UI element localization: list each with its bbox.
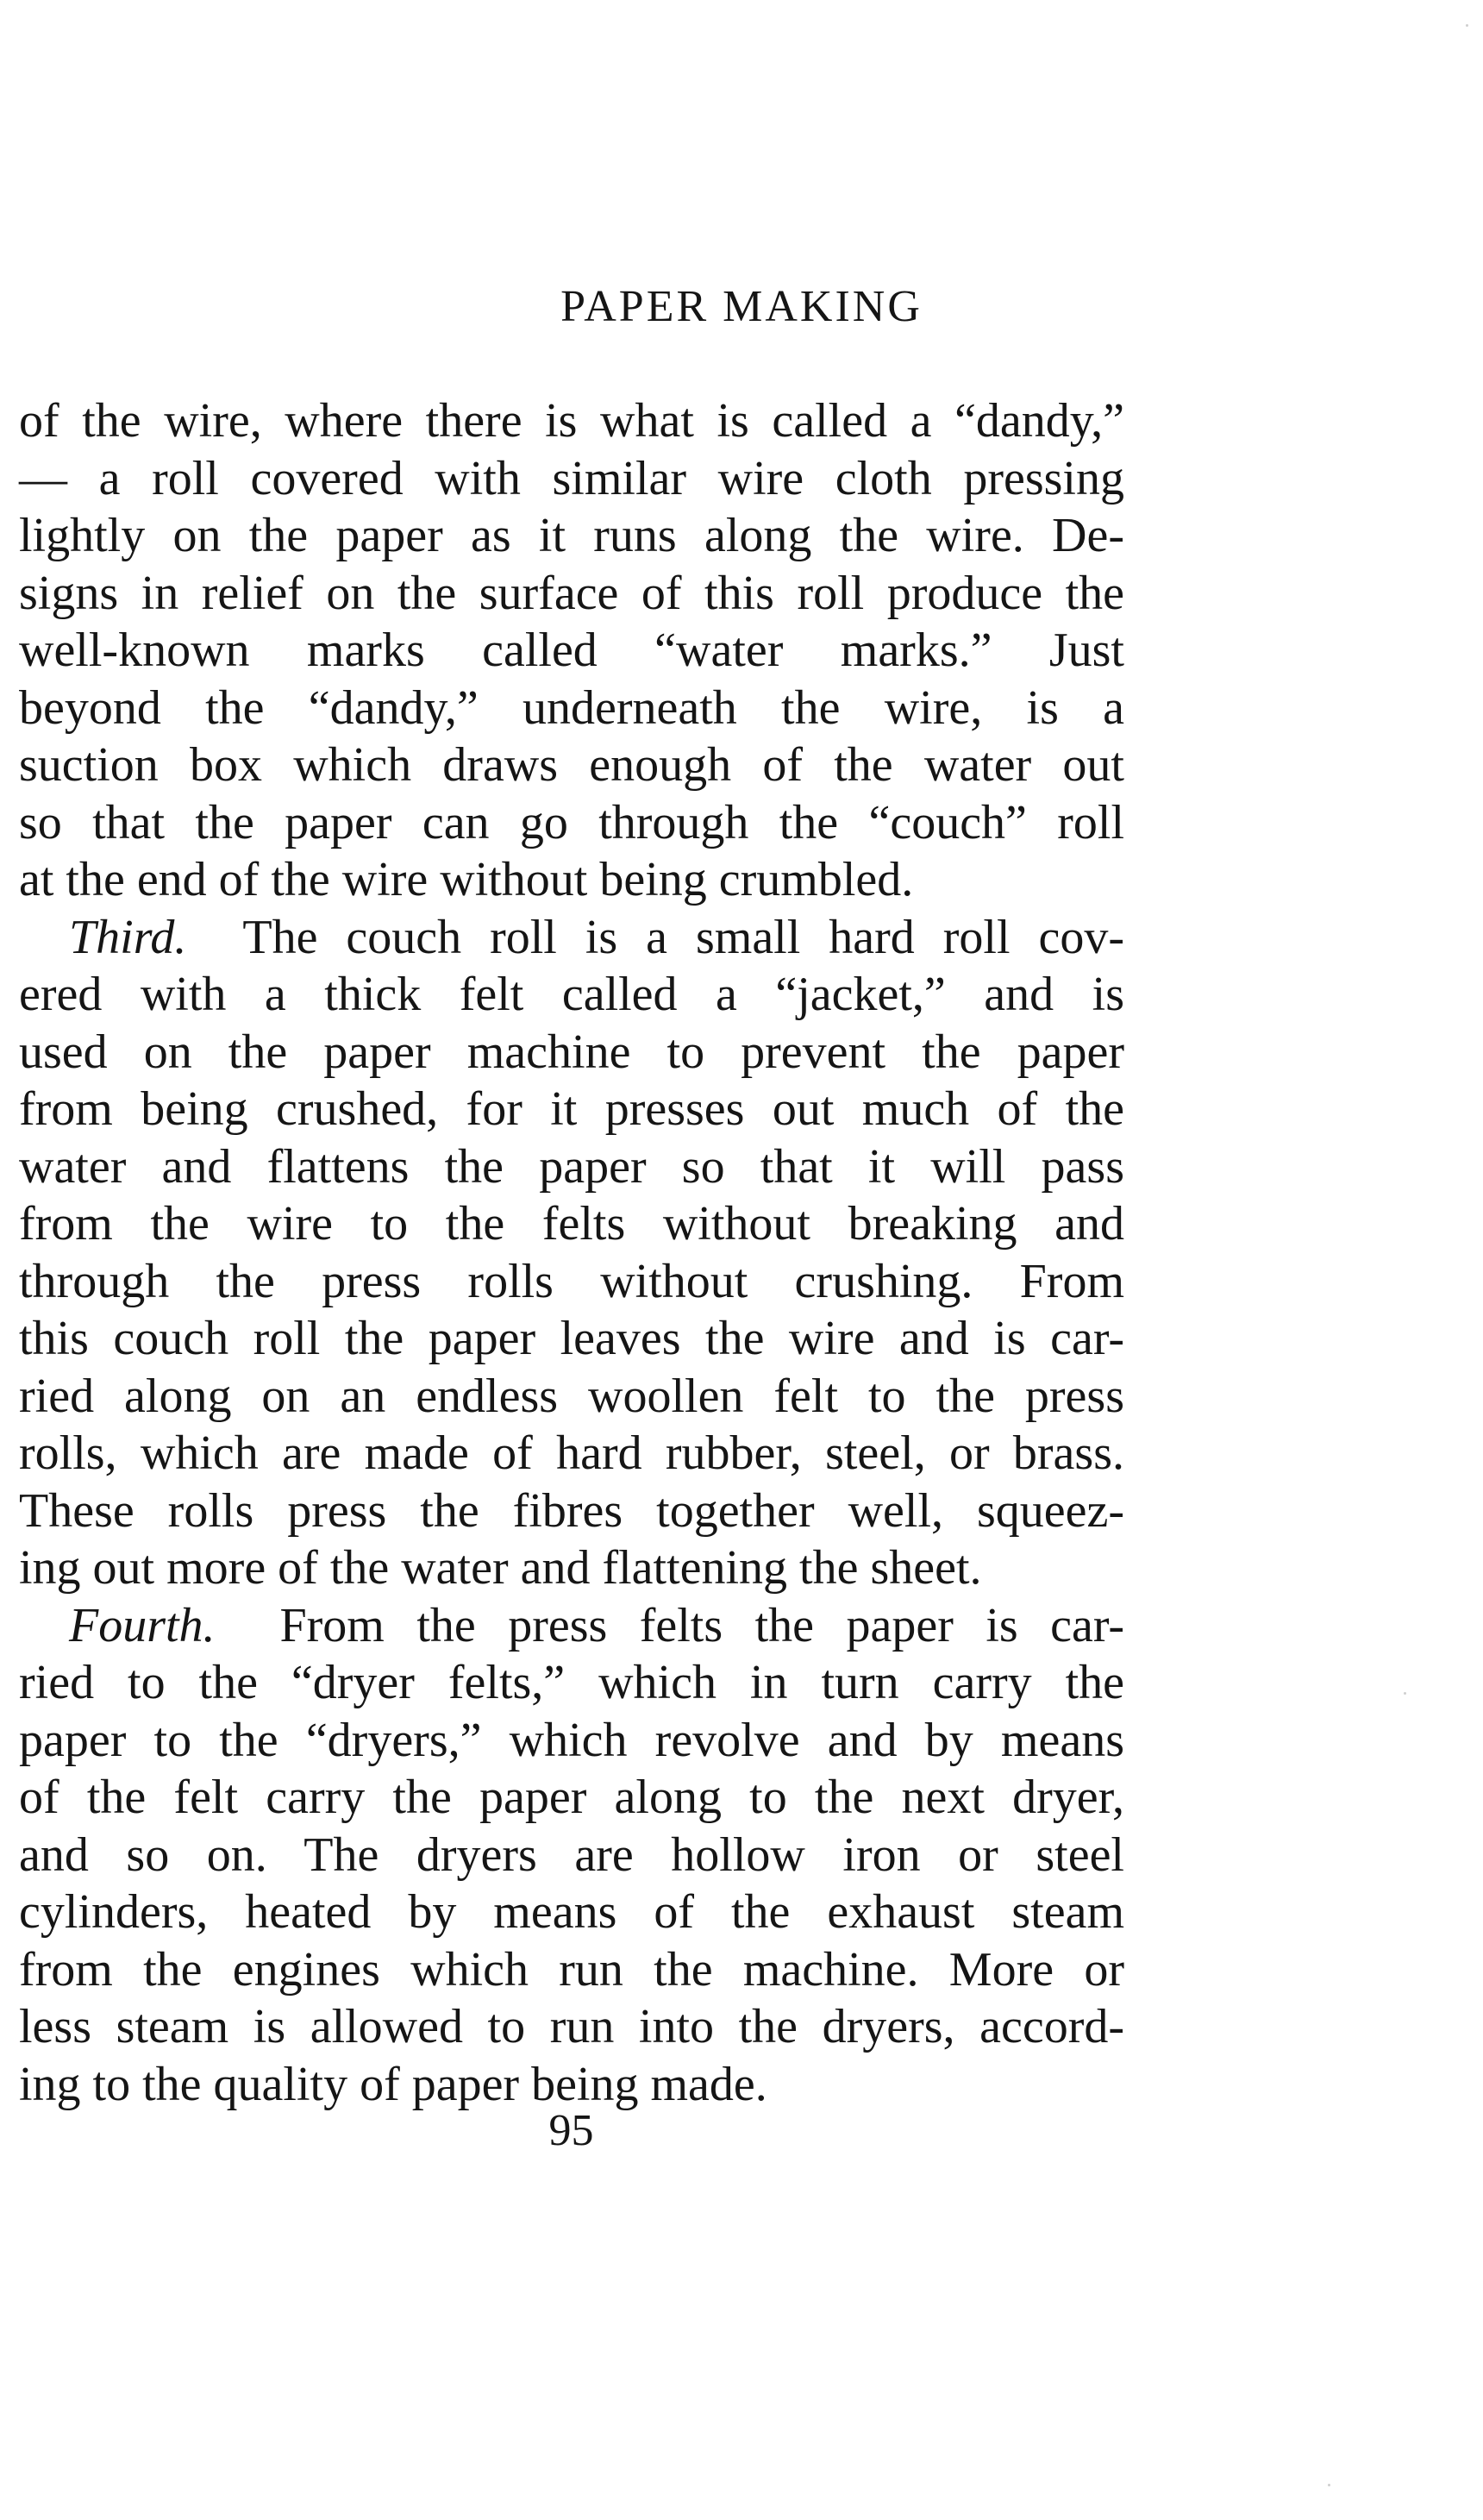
text-line: ing to the quality of paper being made.	[19, 2057, 767, 2111]
text-line: through the press rolls without crushing. From	[19, 1254, 1124, 1308]
text-line: this couch roll the paper leaves the wire and is car-	[19, 1312, 1124, 1365]
text-line: rolls, which are made of hard rubber, steel, or brass.	[19, 1426, 1124, 1480]
paragraph-start-line	[19, 909, 1124, 967]
paper-speck	[1466, 24, 1468, 27]
page-number: 95	[548, 2106, 594, 2155]
text-line: water and flattens the paper so that it will pass	[19, 1139, 1124, 1194]
text-line: used on the paper machine to prevent the paper	[19, 1025, 1124, 1079]
text-line-tail: From the press felts the paper is car-	[279, 1598, 1125, 1652]
text-line: ried along on an endless woollen felt to the press	[19, 1369, 1124, 1423]
text-line: so that the paper can go through the “couch” roll	[19, 795, 1124, 849]
paper-speck	[1404, 1692, 1406, 1695]
text-line: from the wire to the felts without breaking and	[19, 1197, 1124, 1251]
text-line: less steam is allowed to run into the dryers, accord-	[19, 2000, 1124, 2053]
text-line: from the engines which run the machine. More or	[19, 1942, 1124, 1997]
run-in-heading-third: Third.	[69, 910, 187, 964]
text-line: — a roll covered with similar wire cloth pressing	[19, 451, 1124, 505]
paragraph-start-line	[19, 1597, 1124, 1655]
text-line: lightly on the paper as it runs along the wire. De-	[19, 509, 1124, 562]
text-line: suction box which draws enough of the water out	[19, 738, 1124, 792]
running-head: PAPER MAKING	[560, 282, 923, 331]
run-in-heading-fourth: Fourth.	[69, 1598, 216, 1652]
text-line: at the end of the wire without being crumbled.	[19, 853, 914, 906]
paper-speck	[1328, 2484, 1330, 2486]
text-line: paper to the “dryers,” which revolve and by means	[19, 1713, 1124, 1767]
text-line: and so on. The dryers are hollow iron or steel	[19, 1827, 1124, 1882]
text-line: of the felt carry the paper along to the next dryer,	[19, 1771, 1124, 1824]
text-line: well-known marks called “water marks.” Just	[19, 624, 1124, 677]
text-line: ing out more of the water and flattening the sheet.	[19, 1541, 982, 1595]
body-text	[19, 392, 1124, 2113]
text-line: These rolls press the fibres together well, squeez-	[19, 1483, 1124, 1538]
text-line: from being crushed, for it presses out much of the	[19, 1082, 1124, 1136]
text-line: ried to the “dryer felts,” which in turn carry the	[19, 1656, 1124, 1709]
text-line-tail: The couch roll is a small hard roll cov-	[242, 910, 1124, 964]
text-line: cylinders, heated by means of the exhaust steam	[19, 1885, 1124, 1939]
text-line: beyond the “dandy,” underneath the wire, is a	[19, 680, 1124, 735]
text-line: signs in relief on the surface of this roll produce the	[19, 566, 1124, 620]
text-line: ered with a thick felt called a “jacket,” and is	[19, 968, 1124, 1021]
text-line: of the wire, where there is what is called a “dandy,”	[19, 394, 1124, 448]
